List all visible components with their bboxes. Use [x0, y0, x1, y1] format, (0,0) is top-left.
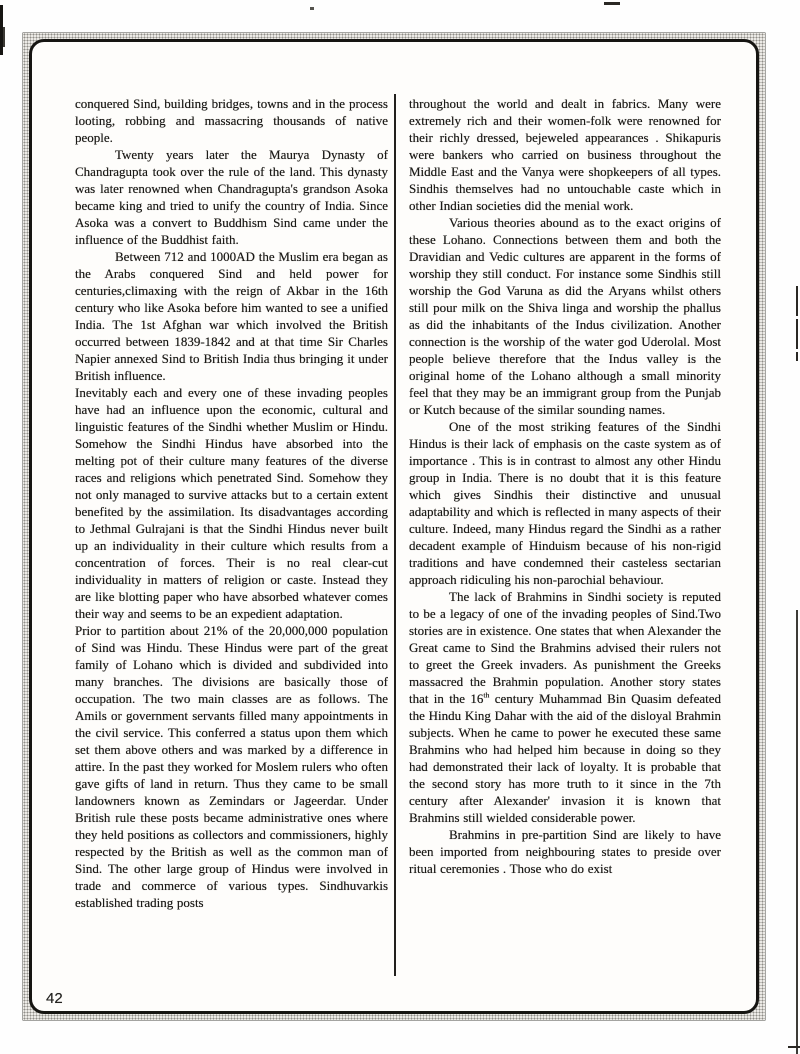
- scan-artifact-right-dash: [796, 352, 798, 361]
- left-text-column: [75, 95, 388, 987]
- paragraph: The lack of Brahmins in Sindhi society is reputed to be a legacy of one of the invading peoples of Sind.Two stories are in existence. One states that when Alexander the Great came to Sind the Brahmins advised their rulers not to greet the Greek invaders. As punishment the Greeks massacred the Brahmin population. Another story states that in the 16th century Muhammad Bin Quasim defeated the Hindu King Dahar with the aid of the disloyal Brahmin subjects. When he came to power he executed these same Brahmins who had helped him because in doing so they had demonstrated their lack of loyalty. It is probable that the second story has more truth to it since in the 7th century after Alexander' invasion it is known that Brahmins still wielded considerable power.: [409, 589, 721, 825]
- paragraph: Between 712 and 1000AD the Muslim era began as the Arabs conquered Sind and held power for centuries,climaxing with the reign of Akbar in the 16th century who like Asoka before him wanted to see a unified India. The 1st Afghan war which involved the British occurred between 1839-1842 and at that time Sir Charles Napier annexed Sind to British India thus bringing it under British influence.: [75, 249, 388, 383]
- paragraph: Brahmins in pre-partition Sind are likely to have been imported from neighbouring states to preside over ritual ceremonies . Those who do exist: [409, 827, 721, 876]
- scan-artifact-right-dash: [796, 319, 798, 349]
- page-number: 42: [46, 990, 63, 1007]
- scan-artifact-right-line: [796, 610, 798, 1054]
- paragraph: conquered Sind, building bridges, towns and in the process looting, robbing and massacring thousands of native people.: [75, 96, 388, 145]
- paragraph: Twenty years later the Maurya Dynasty of Chandragupta took over the rule of the land. This dynasty was later renowned when Chandragupta's grandson Asoka became king and tried to unify the country of India. Since Asoka was a convert to Buddhism Sind came under the influence of the Buddhist faith.: [75, 147, 388, 247]
- scan-artifact-top-mark: [604, 2, 620, 5]
- paragraph: Inevitably each and every one of these invading peoples have had an influence upon the economic, cultural and linguistic features of the Sindhi whether Muslim or Hindu. Somehow the Sindhi Hindus have absorbed into the melting pot of their culture many features of the diverse races and religions which penetrated Sind. Somehow they not only managed to survive attacks but to a certain extent benefited by the assimilation. Its disadvantages according to Jethmal Gulrajani is that the Sindhi Hindus never built up an individuality in their culture which results from a concentration of forces. Their is no real clear-cut individuality in matters of religion or caste. Instead they are like blotting paper who have absorbed whatever comes their way and seems to be an expedient adaptation.: [75, 385, 388, 621]
- paragraph: Prior to partition about 21% of the 20,000,000 population of Sind was Hindu. These Hindus were part of the great family of Lohano which is divided and subdivided into many branches. The divisions are basically those of occupation. The two main classes are as follows. The Amils or government servants filled many appointments in the civil service. This conferred a status upon them which set them above others and was marked by a difference in attire. In the past they worked for Moslem rulers who often gave gifts of land in return. Thus they came to be small landowners known as Zemindars or Jageerdar. Under British rule these posts became administrative ones where they held positions as collectors and commissioners, highly respected by the British as well as the common man of Sind. The other large group of Hindus were involved in trade and commerce of various types. Sindhuvarkis established trading posts: [75, 623, 388, 910]
- scan-artifact-bottom-line: [788, 1046, 800, 1048]
- column-divider-rule: [394, 94, 396, 976]
- paragraph: Various theories abound as to the exact origins of these Lohano. Connections between them and both the Dravidian and Vedic cultures are apparent in the forms of worship they still conduct. For instance some Sindhis still worship the God Varuna as did the Aryans whilst others still pour milk on the Shiva linga and worship the phallus as did the inhabitants of the Indus civilization. Another connection is the worship of the water god Uderolal. Most people believe therefore that the Indus valley is the original home of the Lohano although a small minority feel that they may be an immigrant group from the Punjab or Kutch because of the similar sounding names.: [409, 215, 721, 417]
- scan-artifact-left-smudge: [3, 27, 5, 47]
- paragraph: throughout the world and dealt in fabrics. Many were extremely rich and their women-folk were renowned for their richly dressed, bejeweled appearances . Shikapuris were bankers who carried on business throughout the Middle East and the Vanya were shopkeepers of all types. Sindhis themselves had no untouchable caste which in other Indian societies did the menial work.: [409, 96, 721, 213]
- paragraph: One of the most striking features of the Sindhi Hindus is their lack of emphasis on the caste system as of importance . This is in contrast to almost any other Hindu group in India. There is no doubt that it is this feature which gives Sindhis their distinctive and unusual adaptability and which is reflected in many aspects of their culture. Indeed, many Hindus regard the Sindhi as a rather decadent example of Hinduism because of his non-rigid traditions and have condemned their casteless sectarian approach ridiculing his non-parochial behaviour.: [409, 419, 721, 587]
- scan-artifact-top-dot: [310, 7, 314, 10]
- scan-artifact-right-dash: [796, 286, 798, 316]
- right-text-column: [409, 95, 721, 987]
